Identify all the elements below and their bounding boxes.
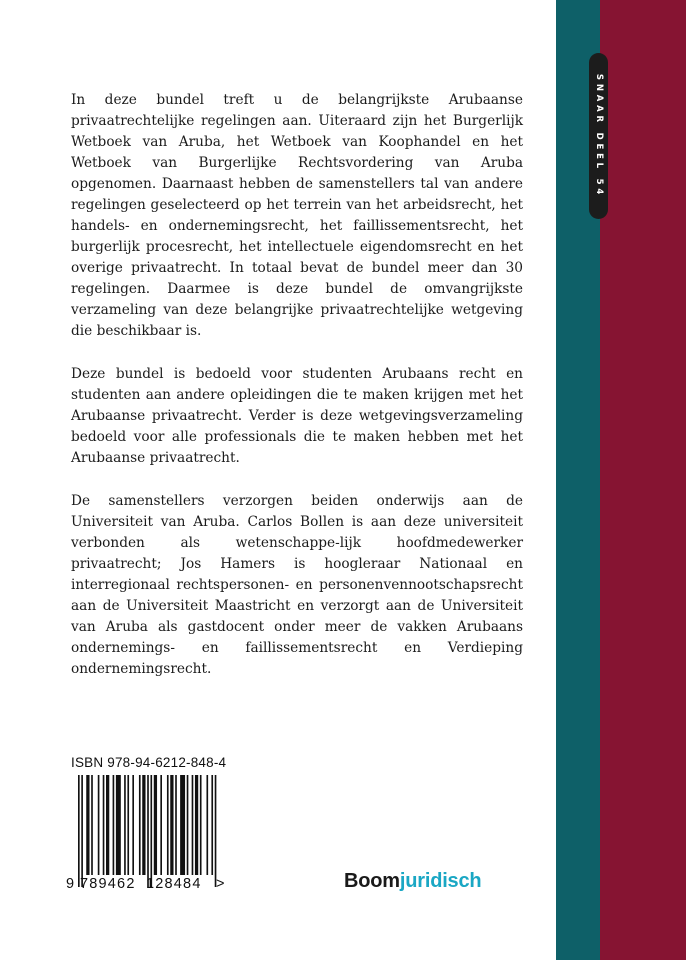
blurb-text [71,90,523,702]
barcode-digits-group1: 789462 [80,876,136,892]
series-label-pill [589,53,608,219]
barcode-digit-lead: 9 [66,876,75,892]
publisher-logo [344,870,481,893]
barcode-quiet-mark: > [216,876,225,892]
blurb-paragraph: In deze bundel treft u de belangrijkste Arubaanse privaatrechtelijke regelingen aan. Uiteraard zijn het Burgerlijk Wetboek van Aruba, het Wetboek van Koophandel en het Wetboek van Burgerlijke Rechtsvordering van Aruba opgenomen. Daarnaast hebben de samenstellers tal van andere regelingen geselecteerd op het terrein van het arbeidsrecht, het handels- en ondernemingsrecht, het faillissementsrecht, het burgerlijk procesrecht, het intellectuele eigendomsrecht en het overige privaatrecht. In totaal bevat de bundel meer dan 30 regelingen. Daarmee is deze bundel de omvangrijkste verzameling van deze belangrijke privaatrechtelijke wetgeving die beschikbaar is. [71,92,523,339]
publisher-logo-boom: Boom [344,870,400,892]
maroon-band [600,0,686,960]
series-label: SNAAR DEEL 54 [593,73,604,199]
isbn-label: ISBN 978-94-6212-848-4 [71,755,227,770]
barcode-digits-group2: 128484 [146,876,202,892]
blurb-paragraph: De samenstellers verzorgen beiden onderwijs aan de Universiteit van Aruba. Carlos Bollen is aan deze universiteit verbonden als wetenschappe-lijk hoofdmedewerker privaatrecht; Jos Hamers is hoogleraar Nationaal en interregionaal rechtspersonen- en personenvennootschapsrecht aan de Universiteit Maastricht en verzorgt aan de Universiteit van Aruba als gastdocent onder meer de vakken Arubaans ondernemings- en faillissementsrecht en Verdieping ondernemingsrecht. [71,493,523,677]
publisher-logo-juridisch: juridisch [399,870,482,892]
blurb-paragraph: Deze bundel is bedoeld voor studenten Arubaans recht en studenten aan andere opleidingen die te maken krijgen met het Arubaanse privaatrecht. Verder is deze wetgevingsverzameling bedoeld voor alle professionals die te maken hebben met het Arubaanse privaatrecht. [71,366,523,466]
